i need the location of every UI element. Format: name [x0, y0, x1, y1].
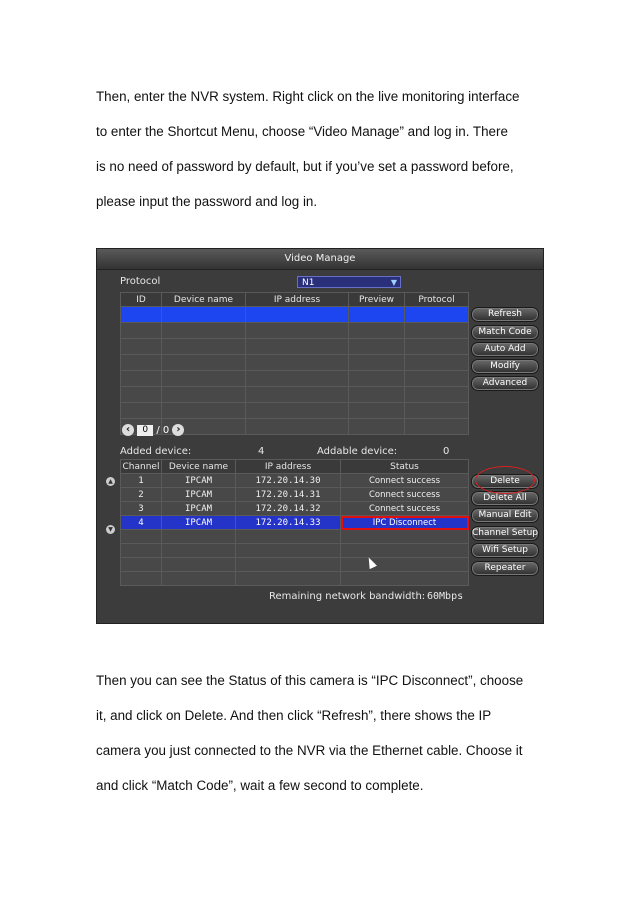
col-header[interactable]: ID — [121, 293, 162, 307]
bandwidth-value: 60Mbps — [427, 591, 464, 602]
text-line: Then, enter the NVR system. Right click on the live monitoring interface — [96, 89, 520, 104]
delete-highlight-circle — [475, 466, 535, 494]
table-row[interactable] — [121, 572, 469, 586]
table-row[interactable] — [121, 403, 469, 419]
status-cell: Connect success — [341, 502, 469, 516]
text-line: Then you can see the Status of this camera is “IPC Disconnect”, choose — [96, 673, 524, 688]
added-device-value: 4 — [258, 446, 265, 457]
col-header[interactable]: IP address — [246, 293, 349, 307]
addable-device-label: Addable device: — [317, 446, 398, 457]
ip-cell: 172.20.14.31 — [236, 488, 341, 502]
col-header[interactable]: Protocol — [405, 293, 469, 307]
addable-device-value: 0 — [443, 446, 450, 457]
table-row[interactable] — [121, 558, 469, 572]
scroll-down-icon[interactable]: ▼ — [106, 525, 115, 534]
refresh-button[interactable]: Refresh — [471, 307, 539, 322]
pager — [122, 424, 184, 438]
channel-cell: 4 — [121, 516, 162, 530]
modify-button[interactable]: Modify — [471, 359, 539, 374]
channel-setup-button[interactable]: Channel Setup — [471, 526, 539, 541]
status-cell: Connect success — [341, 474, 469, 488]
col-header[interactable]: Status — [341, 460, 469, 474]
col-header[interactable]: Preview — [349, 293, 405, 307]
delete-all-button[interactable]: Delete All — [471, 491, 539, 506]
added-devices-table — [120, 459, 469, 586]
device-name-cell: IPCAM — [162, 488, 236, 502]
bandwidth-label: Remaining network bandwidth: — [269, 591, 426, 602]
device-name-cell: IPCAM — [162, 474, 236, 488]
repeater-button[interactable]: Repeater — [471, 561, 539, 576]
channel-cell: 2 — [121, 488, 162, 502]
device-name-cell: IPCAM — [162, 502, 236, 516]
col-header[interactable]: Channel — [121, 460, 162, 474]
channel-cell: 3 — [121, 502, 162, 516]
table-row[interactable] — [121, 502, 469, 516]
advanced-button[interactable]: Advanced — [471, 376, 539, 391]
table-row[interactable] — [121, 544, 469, 558]
intro-paragraph — [96, 79, 544, 219]
table-row[interactable] — [121, 307, 469, 323]
text-line: it, and click on Delete. And then click “Refresh”, there shows the IP — [96, 708, 492, 723]
page-input[interactable]: 0 — [137, 425, 153, 436]
table-row[interactable] — [121, 323, 469, 339]
col-header[interactable]: IP address — [236, 460, 341, 474]
table-row-selected[interactable] — [121, 516, 469, 530]
text-line: and click “Match Code”, wait a few second to complete. — [96, 778, 424, 793]
prev-page-icon[interactable]: ‹ — [122, 424, 134, 436]
status-cell: Connect success — [341, 488, 469, 502]
search-results-table — [120, 292, 469, 435]
text-line: is no need of password by default, but if you’ve set a password before, — [96, 159, 514, 174]
device-name-cell: IPCAM — [162, 516, 236, 530]
added-device-label: Added device: — [120, 446, 192, 457]
text-line: please input the password and log in. — [96, 194, 318, 209]
ip-cell: 172.20.14.30 — [236, 474, 341, 488]
manual-edit-button[interactable]: Manual Edit — [471, 508, 539, 523]
auto-add-button[interactable]: Auto Add — [471, 342, 539, 357]
table-row[interactable] — [121, 474, 469, 488]
col-header[interactable]: Device name — [162, 460, 236, 474]
table-row[interactable] — [121, 339, 469, 355]
video-manage-window — [96, 248, 544, 624]
window-title: Video Manage — [97, 249, 543, 270]
scroll-up-icon[interactable]: ▲ — [106, 477, 115, 486]
table-row[interactable] — [121, 530, 469, 544]
table-row[interactable] — [121, 355, 469, 371]
col-header[interactable]: Device name — [162, 293, 246, 307]
protocol-value: N1 — [302, 278, 315, 288]
text-line: camera you just connected to the NVR via the Ethernet cable. Choose it — [96, 743, 523, 758]
instructions-paragraph — [96, 663, 544, 803]
table-row[interactable] — [121, 371, 469, 387]
table-row[interactable] — [121, 387, 469, 403]
chevron-down-icon: ▼ — [390, 278, 397, 287]
page-total: / 0 — [156, 425, 170, 436]
delete-button[interactable]: Delete — [471, 474, 539, 489]
protocol-label: Protocol — [120, 276, 161, 287]
ip-cell: 172.20.14.32 — [236, 502, 341, 516]
channel-cell: 1 — [121, 474, 162, 488]
ip-cell: 172.20.14.33 — [236, 516, 341, 530]
protocol-select[interactable] — [297, 276, 401, 288]
status-cell-disconnect: IPC Disconnect — [341, 516, 469, 530]
match-code-button[interactable]: Match Code — [471, 325, 539, 340]
text-line: to enter the Shortcut Menu, choose “Video Manage” and log in. There — [96, 124, 508, 139]
table-row[interactable] — [121, 488, 469, 502]
next-page-icon[interactable]: › — [172, 424, 184, 436]
wifi-setup-button[interactable]: Wifi Setup — [471, 543, 539, 558]
